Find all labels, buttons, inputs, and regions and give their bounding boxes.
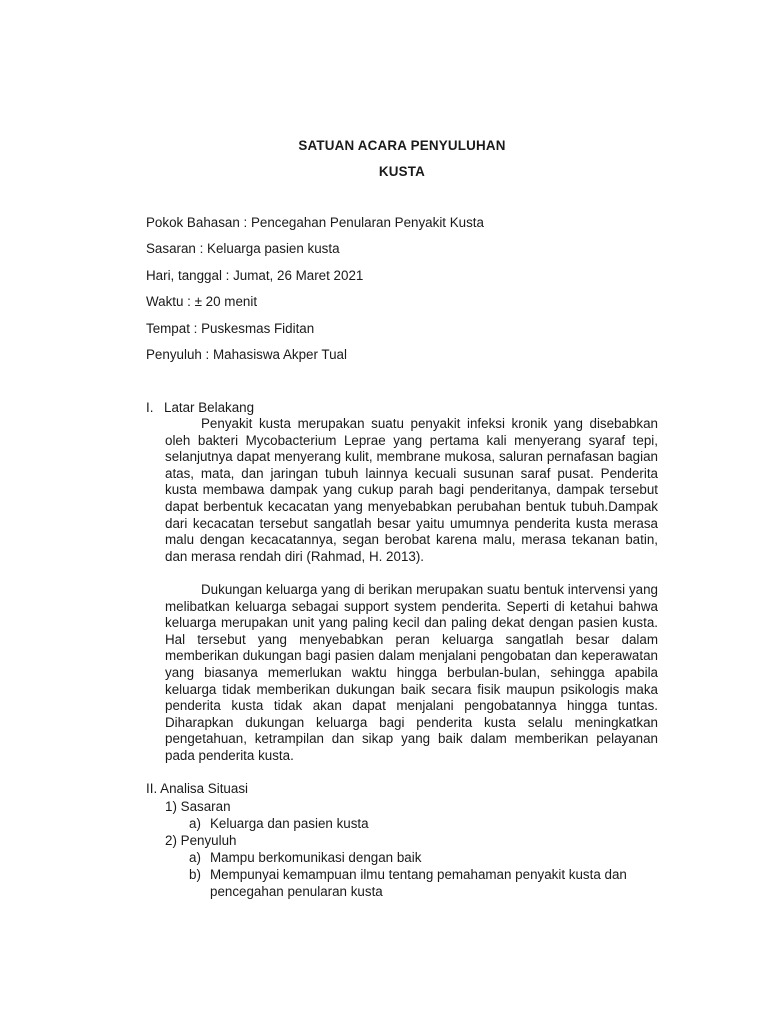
meta-pokok-bahasan: Pokok Bahasan : Pencegahan Penularan Penyakit Kusta <box>146 215 484 230</box>
section-1-paragraph-1: Penyakit kusta merupakan suatu penyakit infeksi kronik yang disebabkan oleh bakteri Mycobacterium Leprae yang pertama kali menyerang syaraf tepi, selanjutnya dapat menyerang kulit, membrane mukosa, saluran pernafasan bagian atas, mata, dan jaringan tubuh lainnya kecuali susunan saraf pusat. Penderita kusta membawa dampak yang cukup parah bagi penderitanya, dampak tersebut dapat berbentuk kecacatan yang menyebabkan perubahan bentuk tubuh.Dampak dari kecacatan tersebut sangatlah besar yaitu umumnya penderita kusta merasa malu dengan kecacatannya, segan berobat karena malu, merasa tekanan batin, dan merasa rendah diri (Rahmad, H. 2013). <box>165 416 658 564</box>
section-1-heading <box>146 400 254 415</box>
list-item <box>189 815 369 832</box>
section-1-title: Latar Belakang <box>164 400 255 415</box>
section-1-paragraph-2: Dukungan keluarga yang di berikan merupakan suatu bentuk intervensi yang melibatkan keluarga sebagai support system penderita. Seperti di ketahui bahwa keluarga merupakan unit yang paling kecil dan paling dekat dengan pasien kusta. Hal tersebut yang menyebabkan peran keluarga sangatlah besar dalam memberikan dukungan bagi pasien dalam menjalani pengobatan dan keperawatan yang biasanya memerlukan waktu hingga berbulan-bulan, sehingga apabila keluarga tidak memberikan dukungan baik secara fisik maupun psikologis maka penderita kusta tidak akan dapat menjalani pengobatannya hingga tuntas. Diharapkan dukungan keluarga bagi penderita kusta selalu meningkatkan pengetahuan, ketrampilan dan sikap yang baik dalam memberikan pelayanan pada penderita kusta. <box>165 582 658 763</box>
list-item-marker: a) <box>189 816 201 831</box>
list-item-text: Mampu berkomunikasi dengan baik <box>210 850 422 865</box>
subsection-sasaran <box>165 798 231 815</box>
meta-sasaran: Sasaran : Keluarga pasien kusta <box>146 241 340 257</box>
meta-tempat: Tempat : Puskesmas Fiditan <box>146 320 315 336</box>
list-item-text: Mempunyai kemampuan ilmu tentang pemahaman penyakit kusta dan <box>210 867 627 882</box>
list-item-marker: b) <box>189 867 201 882</box>
list-item <box>189 866 627 883</box>
section-2-title: Analisa Situasi <box>160 781 248 796</box>
meta-waktu: Waktu : ± 20 menit <box>146 294 258 310</box>
section-1-number: I. <box>146 400 154 415</box>
subsection-penyuluh <box>165 832 237 849</box>
meta-info-list <box>146 214 484 372</box>
subsection-sasaran-marker: 1) <box>165 799 177 814</box>
document-subtitle: KUSTA <box>378 164 426 179</box>
meta-penyuluh: Penyuluh : Mahasiswa Akper Tual <box>146 346 347 362</box>
subsection-penyuluh-marker: 2) <box>165 833 177 848</box>
list-item-continuation: pencegahan penularan kusta <box>210 884 383 899</box>
list-item-marker: a) <box>189 850 201 865</box>
document-title: SATUAN ACARA PENYULUHAN <box>298 138 506 153</box>
subsection-penyuluh-label: Penyuluh <box>180 833 237 848</box>
list-item <box>189 849 421 866</box>
meta-hari-tanggal: Hari, tanggal : Jumat, 26 Maret 2021 <box>146 267 364 283</box>
section-2-heading <box>146 781 248 796</box>
subsection-sasaran-label: Sasaran <box>180 799 231 814</box>
section-2-number: II. <box>146 781 158 796</box>
list-item-text: Keluarga dan pasien kusta <box>210 816 369 831</box>
